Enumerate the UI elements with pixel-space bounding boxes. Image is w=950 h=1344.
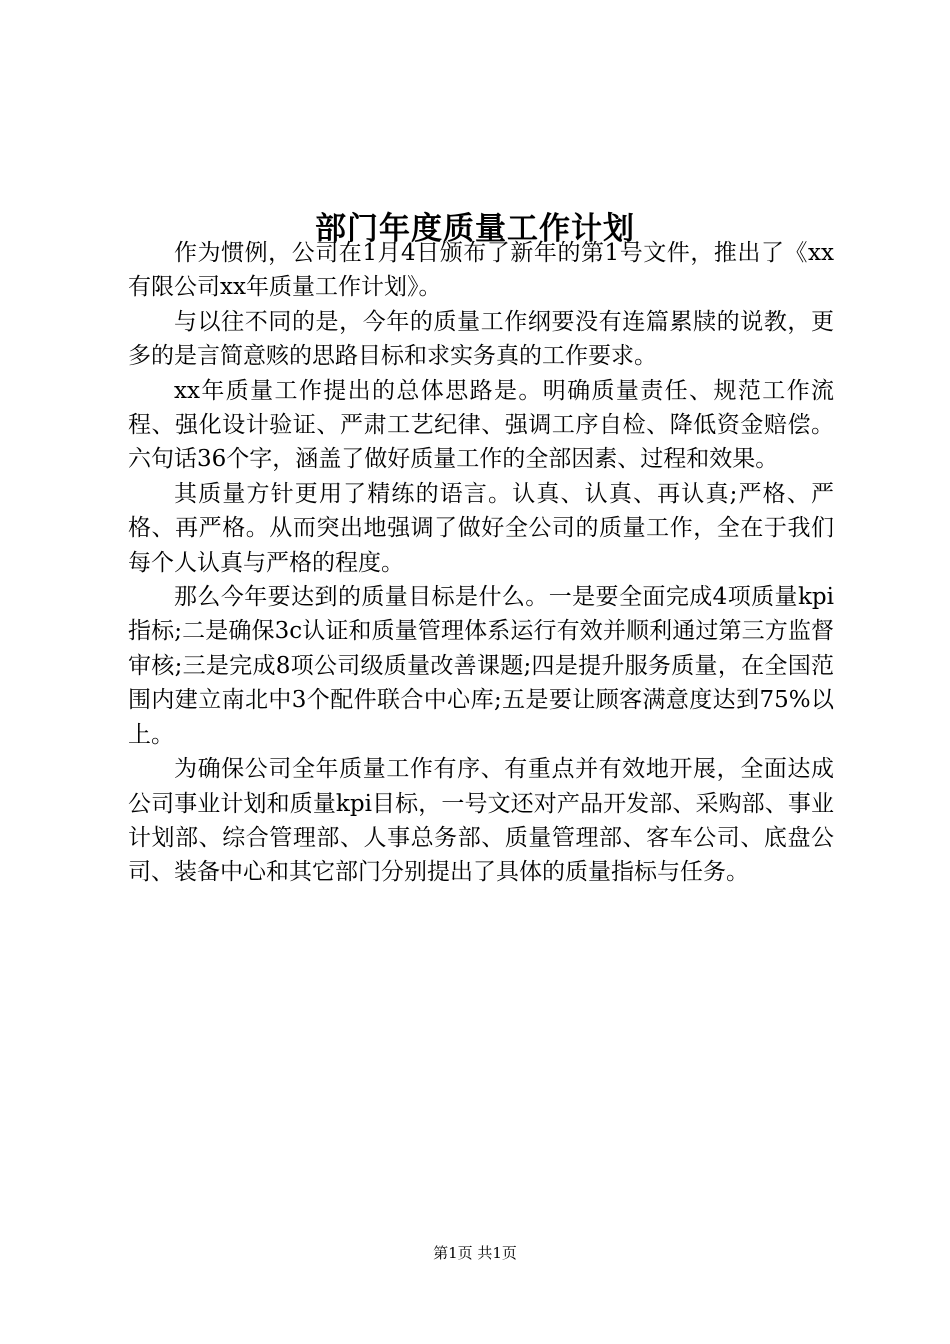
paragraph-4: 其质量方针更用了精练的语言。认真、认真、再认真;严格、严格、再严格。从而突出地强调了做好全公司的质量工作，全在于我们每个人认真与严格的程度。 bbox=[128, 480, 834, 576]
paragraph-1: 作为惯例，公司在1月4日颁布了新年的第1号文件，推出了《xx有限公司xx年质量工作计划》。 bbox=[128, 240, 834, 301]
paragraph-2: 与以往不同的是，今年的质量工作纲要没有连篇累牍的说教，更多的是言简意赅的思路目标和求实务真的工作要求。 bbox=[128, 308, 834, 370]
paragraph-5: 那么今年要达到的质量目标是什么。一是要全面完成4项质量kpi指标;二是确保3c认证和质量管理体系运行有效并顺利通过第三方监督审核;三是完成8项公司级质量改善课题;四是提升服务质量，在全国范围内建立南北中3个配件联合中心库;五是要让顾客满意度达到75%以上。 bbox=[128, 584, 834, 748]
document-body bbox=[128, 236, 834, 890]
paragraph-3: xx年质量工作提出的总体思路是。明确质量责任、规范工作流程、强化设计验证、严肃工艺纪律、强调工序自检、降低资金赔偿。六句话36个字，涵盖了做好质量工作的全部因素、过程和效果。 bbox=[128, 377, 834, 473]
document-title: 部门年度质量工作计划 bbox=[315, 210, 635, 247]
page-number-footer: 第1页 共1页 bbox=[433, 1244, 517, 1262]
paragraph-6: 为确保公司全年质量工作有序、有重点并有效地开展，全面达成公司事业计划和质量kpi目标，一号文还对产品开发部、采购部、事业计划部、综合管理部、人事总务部、质量管理部、客车公司、底盘公司、装备中心和其它部门分别提出了具体的质量指标与任务。 bbox=[128, 756, 834, 886]
